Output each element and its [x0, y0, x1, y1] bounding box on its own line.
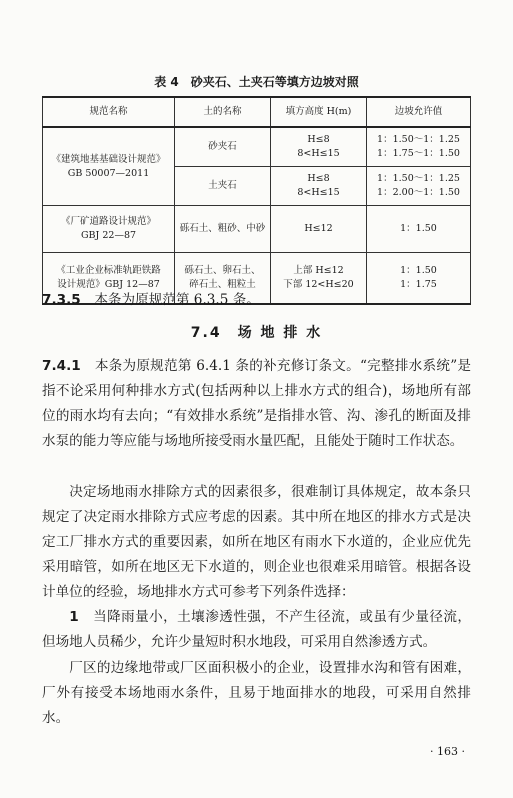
header-soil-name: 土的名称 — [175, 97, 271, 127]
cell-height: 上部 H≤12 下部 12<H≤20 — [271, 253, 367, 305]
cell-height: H≤12 — [271, 206, 367, 253]
clause-number: 7.3.5 — [42, 292, 81, 308]
cell-soil: 砾石土、卵石土、 碎石土、粗粒土 — [175, 253, 271, 305]
header-slope-value: 边坡允许值 — [367, 97, 471, 127]
section-heading: 7.4 场 地 排 水 — [190, 325, 323, 341]
cell-soil: 砾石土、粗砂、中砂 — [175, 206, 271, 253]
table-header-row — [43, 97, 471, 127]
clause-7-3-5 — [42, 288, 471, 313]
header-fill-height: 填方高度 H(m) — [271, 97, 367, 127]
cell-slope: 1：1.50 — [367, 206, 471, 253]
cell-height: H≤8 8<H≤15 — [271, 127, 367, 167]
cell-spec: 《厂矿道路设计规范》 GBJ 22—87 — [43, 206, 175, 253]
clause-7-4-1 — [42, 354, 471, 454]
clause-text: 本条为原规范第 6.4.1 条的补充修订条文。“完整排水系统”是指不论采用何种排水方式(包括两种以上排水方式的组合)，场地所有部位的雨水均有去向；“有效排水系统”是指排水管、沟、渗孔的断面及排水泵的能力等应能与场地所接受雨水量匹配，且能处于随时工作状态。 — [42, 358, 471, 449]
header-spec-name: 规范名称 — [43, 97, 175, 127]
clause-number: 7.4.1 — [42, 358, 81, 374]
cell-height: H≤8 8<H≤15 — [271, 167, 367, 206]
item-text: 当降雨量小，土壤渗透性强，不产生径流，或虽有少量径流，但场地人员稀少，允许少量短时积水地段，可采用自然渗透方式。 — [42, 609, 472, 650]
slope-comparison-table — [42, 96, 471, 305]
cell-soil: 砂夹石 — [175, 127, 271, 167]
list-item-1 — [42, 605, 471, 655]
paragraph-edge: 厂区的边缘地带或厂区面积极小的企业，设置排水沟和管有困难，厂外有接受本场地雨水条件，且易于地面排水的地段，可采用自然排水。 — [42, 660, 471, 726]
cell-slope: 1：1.50～1：1.25 1：2.00～1：1.50 — [367, 167, 471, 206]
cell-spec: 《工业企业标准轨距铁路 设计规范》GBJ 12—87 — [43, 253, 175, 305]
table-row — [43, 127, 471, 167]
cell-spec: 《建筑地基基础设计规范》 GB 50007—2011 — [43, 127, 175, 206]
cell-slope: 1：1.50 1：1.75 — [367, 253, 471, 305]
item-number: 1 — [69, 609, 79, 625]
clause-text: 本条为原规范第 6.3.5 条。 — [94, 292, 260, 308]
table-caption: 表 4 砂夹石、土夹石等填方边坡对照 — [154, 75, 359, 89]
paragraph-factors: 决定场地雨水排除方式的因素很多，很难制订具体规定，故本条只规定了决定雨水排除方式应考虑的因素。其中所在地区的排水方式是决定工厂排水方式的重要因素，如所在地区有雨水下水道的，企业应优先采用暗管，如所在地区无下水道的，则企业也很难采用暗管。根据各设计单位的经验，场地排水方式可参考下列条件选择： — [42, 484, 471, 600]
page-number: · 163 · — [430, 745, 465, 758]
table-row — [43, 206, 471, 253]
cell-soil: 土夹石 — [175, 167, 271, 206]
cell-slope: 1：1.50～1：1.25 1：1.75～1：1.50 — [367, 127, 471, 167]
